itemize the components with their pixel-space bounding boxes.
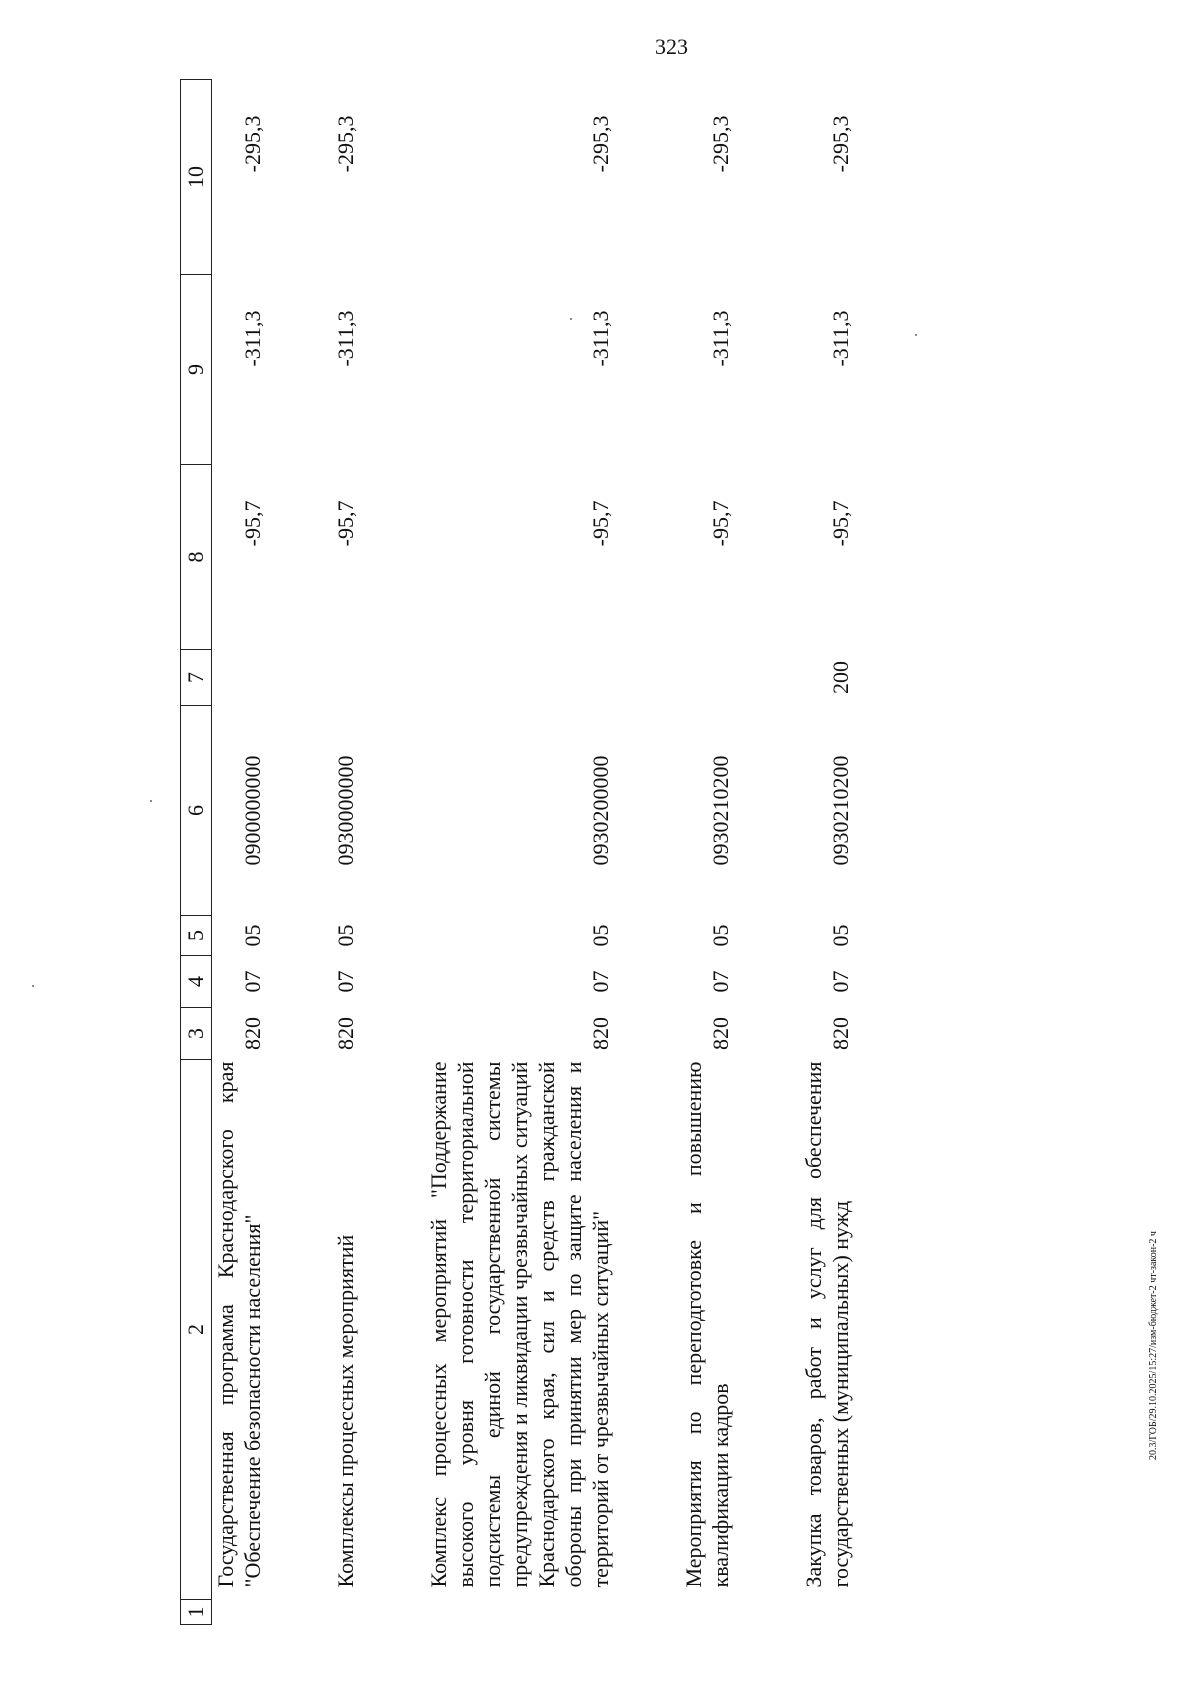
cell-amount: -95,7 bbox=[828, 500, 853, 547]
cell-vr bbox=[425, 650, 614, 706]
cell-ved: 820 bbox=[708, 1017, 733, 1050]
column-header: 1 bbox=[181, 1600, 212, 1625]
cell-amount: -95,7 bbox=[240, 500, 265, 547]
cell-vr: 200 bbox=[828, 661, 853, 694]
scan-speck bbox=[150, 800, 152, 802]
budget-table bbox=[180, 79, 854, 1625]
cell-csr: 0930000000 bbox=[333, 755, 358, 866]
cell-pr: 05 bbox=[708, 924, 733, 947]
column-header: 2 bbox=[181, 1060, 212, 1600]
column-header: 10 bbox=[181, 80, 212, 275]
cell-amount: -295,3 bbox=[240, 115, 265, 173]
cell-amount: -311,3 bbox=[708, 310, 733, 367]
cell-amount: -95,7 bbox=[708, 500, 733, 547]
table-row bbox=[800, 80, 854, 1625]
cell-csr: 0930200000 bbox=[588, 755, 613, 866]
cell-ved: 820 bbox=[828, 1017, 853, 1050]
cell-rz: 07 bbox=[588, 970, 613, 993]
cell-amount: -295,3 bbox=[588, 115, 613, 173]
header-row bbox=[181, 80, 212, 1625]
cell-amount: -95,7 bbox=[333, 500, 358, 547]
cell-amount: -295,3 bbox=[333, 115, 358, 173]
table-row bbox=[212, 80, 267, 1625]
cell-csr: 0930210200 bbox=[828, 755, 853, 866]
cell-rz: 07 bbox=[828, 970, 853, 993]
cell-vr bbox=[212, 650, 267, 706]
column-header: 9 bbox=[181, 275, 212, 465]
column-header: 5 bbox=[181, 916, 212, 956]
cell-ved: 820 bbox=[588, 1017, 613, 1050]
cell-pr: 05 bbox=[828, 924, 853, 947]
cell-csr: 0900000000 bbox=[240, 755, 265, 866]
row-spacer bbox=[266, 80, 332, 1625]
row-spacer bbox=[359, 80, 425, 1625]
cell-amount: -311,3 bbox=[828, 310, 853, 367]
table-row bbox=[680, 80, 734, 1625]
page-number: 323 bbox=[655, 34, 688, 59]
cell-ved: 820 bbox=[333, 1017, 358, 1050]
table-row bbox=[425, 80, 614, 1625]
cell-rz: 07 bbox=[708, 970, 733, 993]
cell-amount: -311,3 bbox=[240, 310, 265, 367]
column-header: 8 bbox=[181, 465, 212, 650]
cell-vr bbox=[332, 650, 359, 706]
cell-amount: -295,3 bbox=[828, 115, 853, 173]
rotated-table-container bbox=[180, 80, 1000, 1625]
column-header: 6 bbox=[181, 706, 212, 916]
column-header: 4 bbox=[181, 956, 212, 1008]
cell-rz: 07 bbox=[333, 970, 358, 993]
cell-ved: 820 bbox=[240, 1017, 265, 1050]
cell-pr: 05 bbox=[240, 924, 265, 947]
cell-rz: 07 bbox=[240, 970, 265, 993]
row-name: Комплекс процессных мероприятий "Поддержание высокого уровня готовности территориальной подсистемы единой государственной системы предупреждения и ликвидации чрезвычайных ситуаций Краснодарского края, сил и средств гражданской обороны при принятии мер по защите населения и территорий от чрезвычайных ситуаций" bbox=[426, 1061, 613, 1588]
cell-amount: -311,3 bbox=[333, 310, 358, 367]
table-row bbox=[332, 80, 359, 1625]
cell-csr: 0930210200 bbox=[708, 755, 733, 866]
footer-code: 20.3/ГОБ/29.10.2025/15:27/изм-бюджет-2 чт-закон-2 ч bbox=[1148, 1231, 1159, 1460]
column-header: 3 bbox=[181, 1008, 212, 1060]
row-name: Закупка товаров, работ и услуг для обеспечения государственных (муниципальных) нужд bbox=[801, 1061, 853, 1588]
cell-vr bbox=[680, 650, 734, 706]
cell-pr: 05 bbox=[333, 924, 358, 947]
row-spacer bbox=[734, 80, 800, 1625]
column-header: 7 bbox=[181, 650, 212, 706]
row-name: Мероприятия по переподготовке и повышению квалификации кадров bbox=[681, 1061, 733, 1588]
cell-amount: -295,3 bbox=[708, 115, 733, 173]
cell-amount: -311,3 bbox=[588, 310, 613, 367]
row-name: Государственная программа Краснодарского края "Обеспечение безопасности населения" bbox=[213, 1061, 265, 1588]
scan-speck bbox=[32, 985, 34, 987]
cell-amount: -95,7 bbox=[588, 500, 613, 547]
row-name: Комплексы процессных мероприятий bbox=[333, 1234, 358, 1588]
cell-pr: 05 bbox=[588, 924, 613, 947]
row-spacer bbox=[614, 80, 680, 1625]
